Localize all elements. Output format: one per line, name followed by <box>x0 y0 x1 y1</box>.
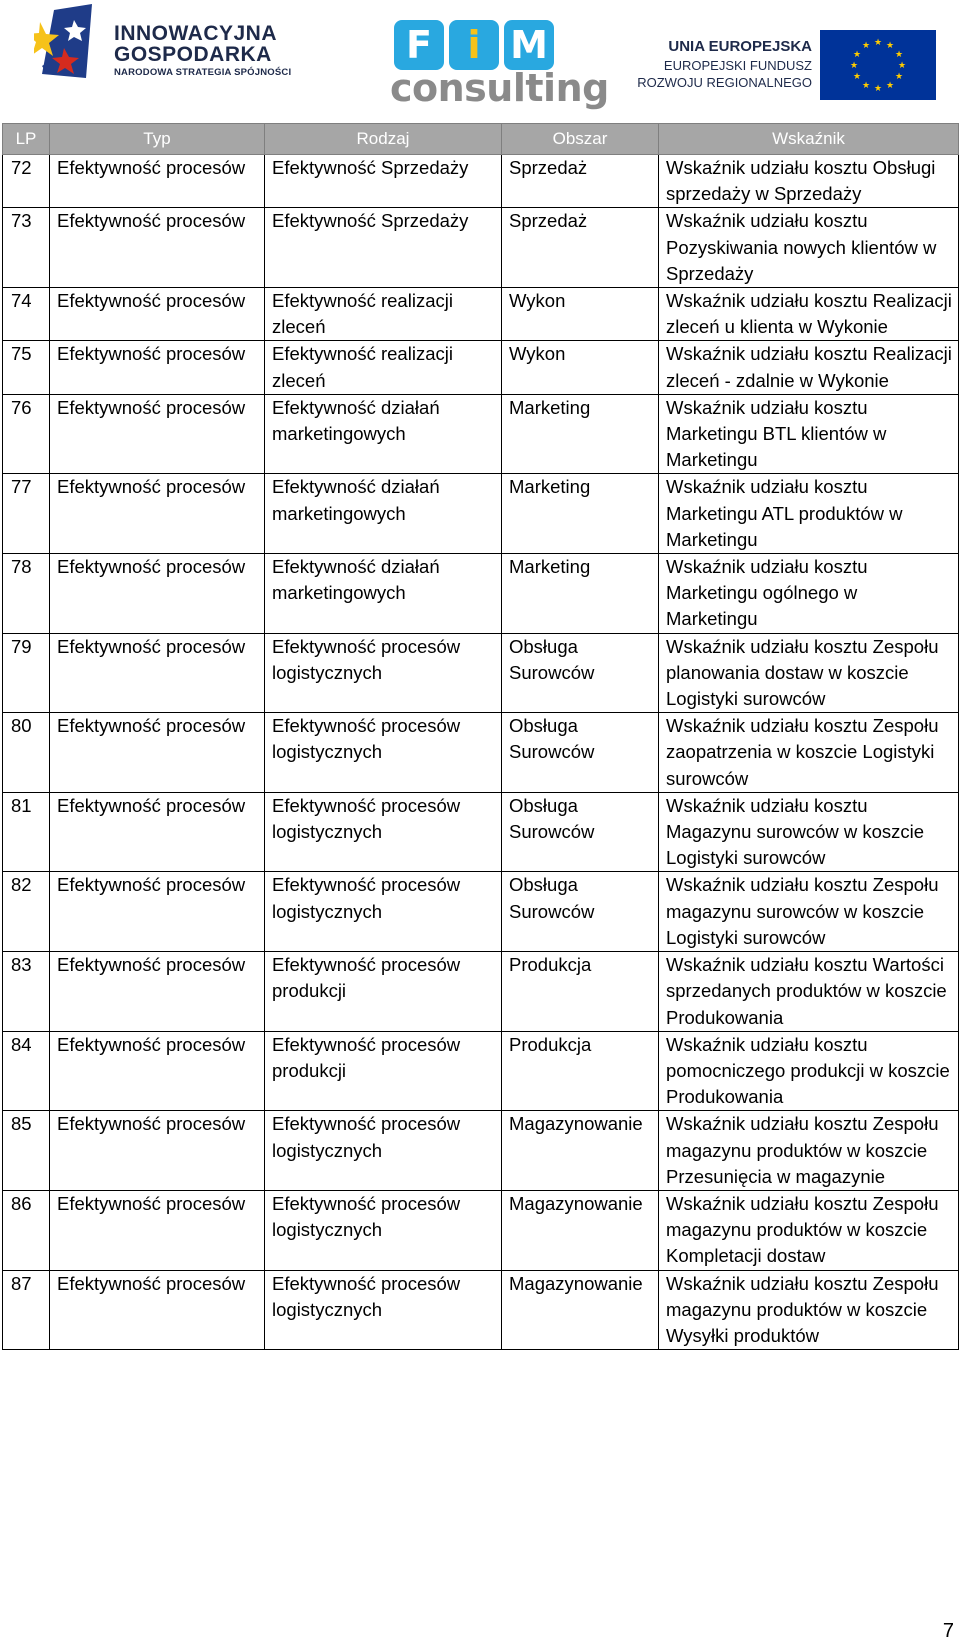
cell-rodzaj: Efektywność procesów produkcji <box>265 952 502 1032</box>
cell-typ: Efektywność procesów <box>50 155 265 208</box>
cell-wskaznik: Wskaźnik udziału kosztu Magazynu surowców w koszcie Logistyki surowców <box>659 792 959 872</box>
cell-obszar: Wykon <box>502 341 659 394</box>
cell-rodzaj: Efektywność procesów produkcji <box>265 1031 502 1111</box>
eu-logo-line3: ROZWOJU REGIONALNEGO <box>637 75 812 90</box>
fim-letter-m: M <box>504 20 554 70</box>
cell-obszar: Obsługa Surowców <box>502 713 659 793</box>
table-row <box>3 792 959 872</box>
cell-wskaznik: Wskaźnik udziału kosztu Wartości sprzedanych produktów w koszcie Produkowania <box>659 952 959 1032</box>
svg-text:★: ★ <box>894 72 904 82</box>
table-row <box>3 394 959 474</box>
cell-obszar: Obsługa Surowców <box>502 872 659 952</box>
svg-text:★: ★ <box>885 81 895 91</box>
header-logo-bar <box>0 0 960 112</box>
table-row <box>3 155 959 208</box>
cell-obszar: Obsługa Surowców <box>502 633 659 713</box>
eu-logo-line1: UNIA EUROPEJSKA <box>668 38 812 55</box>
cell-rodzaj: Efektywność realizacji zleceń <box>265 341 502 394</box>
eu-flag-icon <box>820 30 936 100</box>
table-row <box>3 208 959 288</box>
cell-wskaznik: Wskaźnik udziału kosztu Pozyskiwania nowych klientów w Sprzedaży <box>659 208 959 288</box>
cell-obszar: Sprzedaż <box>502 155 659 208</box>
svg-text:★: ★ <box>885 41 895 51</box>
svg-text:★: ★ <box>897 61 907 71</box>
column-header-typ: Typ <box>50 124 265 155</box>
cell-wskaznik: Wskaźnik udziału kosztu Zespołu magazynu produktów w koszcie Wysyłki produktów <box>659 1270 959 1350</box>
table-header <box>3 124 959 155</box>
table-row <box>3 633 959 713</box>
cell-obszar: Produkcja <box>502 1031 659 1111</box>
cell-rodzaj: Efektywność Sprzedaży <box>265 208 502 288</box>
table-row <box>3 1270 959 1350</box>
table-body <box>3 155 959 1350</box>
cell-typ: Efektywność procesów <box>50 1190 265 1270</box>
cell-rodzaj: Efektywność procesów logistycznych <box>265 1111 502 1191</box>
cell-lp: 86 <box>3 1190 50 1270</box>
cell-lp: 84 <box>3 1031 50 1111</box>
svg-text:★: ★ <box>873 84 883 94</box>
svg-text:★: ★ <box>861 81 871 91</box>
cell-obszar: Magazynowanie <box>502 1190 659 1270</box>
column-header-obszar: Obszar <box>502 124 659 155</box>
table-row <box>3 1190 959 1270</box>
column-header-wskaznik: Wskaźnik <box>659 124 959 155</box>
eu-fund-logo <box>637 28 940 104</box>
svg-text:★: ★ <box>894 50 904 60</box>
cell-rodzaj: Efektywność działań marketingowych <box>265 474 502 554</box>
fim-letter-blocks <box>394 20 554 70</box>
cell-typ: Efektywność procesów <box>50 1031 265 1111</box>
ig-logo-line2: GOSPODARKA <box>114 43 272 66</box>
ig-logo-line1: INNOWACYJNA <box>114 22 278 45</box>
cell-typ: Efektywność procesów <box>50 208 265 288</box>
cell-typ: Efektywność procesów <box>50 952 265 1032</box>
cell-typ: Efektywność procesów <box>50 1111 265 1191</box>
cell-typ: Efektywność procesów <box>50 872 265 952</box>
fim-logo-word: consulting <box>390 66 609 110</box>
svg-text:★: ★ <box>849 61 859 71</box>
cell-wskaznik: Wskaźnik udziału kosztu Realizacji zleceń - zdalnie w Wykonie <box>659 341 959 394</box>
cell-wskaznik: Wskaźnik udziału kosztu Realizacji zleceń u klienta w Wykonie <box>659 288 959 341</box>
cell-rodzaj: Efektywność Sprzedaży <box>265 155 502 208</box>
cell-typ: Efektywność procesów <box>50 288 265 341</box>
cell-typ: Efektywność procesów <box>50 1270 265 1350</box>
indicators-table <box>2 123 959 1350</box>
table-row <box>3 872 959 952</box>
cell-rodzaj: Efektywność działań marketingowych <box>265 394 502 474</box>
table-row <box>3 713 959 793</box>
cell-obszar: Marketing <box>502 554 659 634</box>
page-number: 7 <box>942 1620 954 1642</box>
cell-wskaznik: Wskaźnik udziału kosztu Obsługi sprzedaży w Sprzedaży <box>659 155 959 208</box>
fim-letter-i: i <box>449 20 499 70</box>
table-header-row <box>3 124 959 155</box>
cell-wskaznik: Wskaźnik udziału kosztu Zespołu planowania dostaw w koszcie Logistyki surowców <box>659 633 959 713</box>
cell-wskaznik: Wskaźnik udziału kosztu Marketingu ogólnego w Marketingu <box>659 554 959 634</box>
table-row <box>3 341 959 394</box>
cell-obszar: Marketing <box>502 394 659 474</box>
cell-lp: 81 <box>3 792 50 872</box>
cell-wskaznik: Wskaźnik udziału kosztu Marketingu BTL klientów w Marketingu <box>659 394 959 474</box>
cell-obszar: Obsługa Surowców <box>502 792 659 872</box>
svg-text:★: ★ <box>873 38 883 48</box>
column-header-lp: LP <box>3 124 50 155</box>
cell-rodzaj: Efektywność realizacji zleceń <box>265 288 502 341</box>
cell-rodzaj: Efektywność działań marketingowych <box>265 554 502 634</box>
table-row <box>3 288 959 341</box>
svg-text:★: ★ <box>852 50 862 60</box>
cell-lp: 80 <box>3 713 50 793</box>
table-row <box>3 952 959 1032</box>
ig-logo-line3: NARODOWA STRATEGIA SPÓJNOŚCI <box>114 67 292 78</box>
column-header-rodzaj: Rodzaj <box>265 124 502 155</box>
cell-lp: 87 <box>3 1270 50 1350</box>
cell-rodzaj: Efektywność procesów logistycznych <box>265 792 502 872</box>
cell-rodzaj: Efektywność procesów logistycznych <box>265 1270 502 1350</box>
cell-wskaznik: Wskaźnik udziału kosztu Zespołu magazynu produktów w koszcie Kompletacji dostaw <box>659 1190 959 1270</box>
cell-obszar: Marketing <box>502 474 659 554</box>
cell-typ: Efektywność procesów <box>50 713 265 793</box>
cell-typ: Efektywność procesów <box>50 633 265 713</box>
innowacyjna-gospodarka-logo <box>34 4 334 82</box>
fim-consulting-logo <box>388 14 609 110</box>
svg-text:★: ★ <box>861 41 871 51</box>
cell-obszar: Sprzedaż <box>502 208 659 288</box>
cell-lp: 75 <box>3 341 50 394</box>
svg-text:★: ★ <box>852 72 862 82</box>
cell-lp: 77 <box>3 474 50 554</box>
cell-lp: 82 <box>3 872 50 952</box>
eu-logo-line2: EUROPEJSKI FUNDUSZ <box>663 58 812 73</box>
cell-wskaznik: Wskaźnik udziału kosztu Zespołu magazynu produktów w koszcie Przesunięcia w magazynie <box>659 1111 959 1191</box>
cell-typ: Efektywność procesów <box>50 554 265 634</box>
cell-obszar: Wykon <box>502 288 659 341</box>
table-row <box>3 474 959 554</box>
cell-rodzaj: Efektywność procesów logistycznych <box>265 872 502 952</box>
cell-typ: Efektywność procesów <box>50 394 265 474</box>
cell-wskaznik: Wskaźnik udziału kosztu Zespołu magazynu surowców w koszcie Logistyki surowców <box>659 872 959 952</box>
cell-wskaznik: Wskaźnik udziału kosztu pomocniczego produkcji w koszcie Produkowania <box>659 1031 959 1111</box>
cell-lp: 85 <box>3 1111 50 1191</box>
cell-obszar: Magazynowanie <box>502 1111 659 1191</box>
table-row <box>3 554 959 634</box>
table-row <box>3 1031 959 1111</box>
innowacyjna-gospodarka-emblem-icon <box>34 4 96 82</box>
cell-wskaznik: Wskaźnik udziału kosztu Zespołu zaopatrzenia w koszcie Logistyki surowców <box>659 713 959 793</box>
cell-rodzaj: Efektywność procesów logistycznych <box>265 713 502 793</box>
fim-letter-f: F <box>394 20 444 70</box>
cell-lp: 76 <box>3 394 50 474</box>
cell-lp: 74 <box>3 288 50 341</box>
table-row <box>3 1111 959 1191</box>
cell-obszar: Produkcja <box>502 952 659 1032</box>
cell-lp: 73 <box>3 208 50 288</box>
cell-lp: 79 <box>3 633 50 713</box>
cell-wskaznik: Wskaźnik udziału kosztu Marketingu ATL produktów w Marketingu <box>659 474 959 554</box>
cell-typ: Efektywność procesów <box>50 474 265 554</box>
cell-rodzaj: Efektywność procesów logistycznych <box>265 633 502 713</box>
cell-lp: 83 <box>3 952 50 1032</box>
cell-typ: Efektywność procesów <box>50 341 265 394</box>
cell-typ: Efektywność procesów <box>50 792 265 872</box>
cell-lp: 72 <box>3 155 50 208</box>
cell-lp: 78 <box>3 554 50 634</box>
cell-rodzaj: Efektywność procesów logistycznych <box>265 1190 502 1270</box>
cell-obszar: Magazynowanie <box>502 1270 659 1350</box>
